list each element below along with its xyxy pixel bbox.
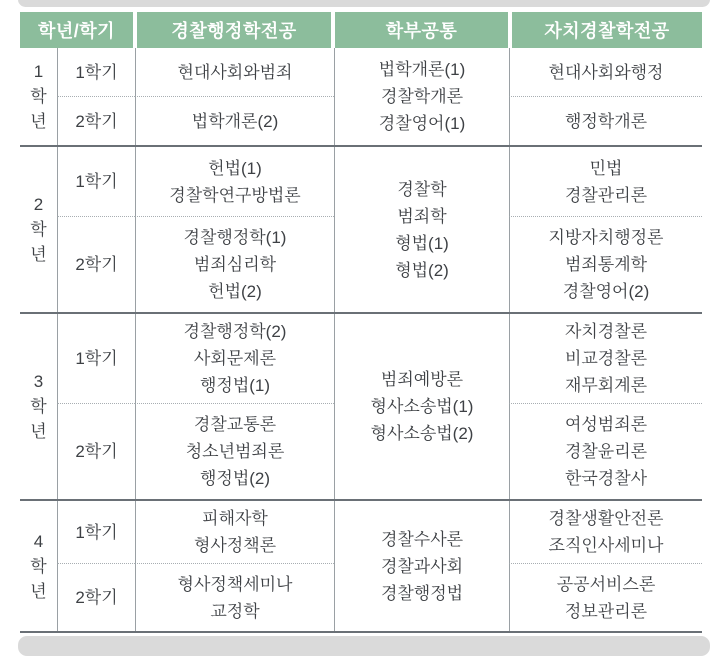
year-label: 2 학 년: [30, 195, 47, 264]
header-cell-police-admin-major: 경찰행정학전공: [137, 12, 331, 48]
courses-police-admin-sem2: 법학개론(2): [135, 97, 334, 145]
courses-police-admin-sem1: 피해자학 형사정책론: [135, 501, 334, 564]
semester-2-label: 2학기: [57, 404, 135, 499]
table-body: [20, 48, 702, 633]
year-4-section: [20, 499, 702, 631]
year-label: 1 학 년: [30, 62, 47, 131]
courses-police-admin-sem2: 형사정책세미나 교정학: [135, 564, 334, 631]
courses-police-admin-sem1: 경찰행정학(2) 사회문제론 행정법(1): [135, 314, 334, 404]
courses-common: 범죄예방론 형사소송법(1) 형사소송법(2): [334, 314, 509, 499]
courses-autonomous-sem1: 현대사회와행정: [509, 48, 702, 97]
header-cell-year-semester: 학년/학기: [20, 12, 133, 48]
courses-police-admin-sem2: 경찰행정학(1) 범죄심리학 헌법(2): [135, 217, 334, 312]
year-label: 3 학 년: [30, 372, 47, 441]
top-divider-band: [18, 0, 710, 7]
courses-autonomous-sem2: 행정학개론: [509, 97, 702, 145]
courses-common: 경찰수사론 경찰과사회 경찰행정법: [334, 501, 509, 631]
bottom-divider-band: [18, 636, 710, 656]
year-3-section: [20, 312, 702, 499]
semester-1-label: 1학기: [57, 48, 135, 97]
semester-1-label: 1학기: [57, 314, 135, 404]
courses-common: 경찰학 범죄학 형법(1) 형법(2): [334, 147, 509, 312]
courses-police-admin-sem1: 현대사회와범죄: [135, 48, 334, 97]
semester-2-label: 2학기: [57, 217, 135, 312]
semester-2-label: 2학기: [57, 564, 135, 631]
courses-autonomous-sem1: 경찰생활안전론 조직인사세미나: [509, 501, 702, 564]
header-cell-autonomous-police-major: 자치경찰학전공: [512, 12, 702, 48]
courses-common: 법학개론(1) 경찰학개론 경찰영어(1): [334, 48, 509, 145]
courses-autonomous-sem2: 여성범죄론 경찰윤리론 한국경찰사: [509, 404, 702, 499]
courses-autonomous-sem2: 지방자치행정론 범죄통계학 경찰영어(2): [509, 217, 702, 312]
year-1-section: [20, 48, 702, 145]
table-header-row: [20, 12, 702, 48]
courses-autonomous-sem2: 공공서비스론 정보관리론: [509, 564, 702, 631]
year-label: 4 학 년: [30, 531, 47, 601]
courses-autonomous-sem1: 민법 경찰관리론: [509, 147, 702, 217]
semester-2-label: 2학기: [57, 97, 135, 145]
year-2-section: [20, 145, 702, 312]
courses-police-admin-sem1: 헌법(1) 경찰학연구방법론: [135, 147, 334, 217]
courses-autonomous-sem1: 자치경찰론 비교경찰론 재무회계론: [509, 314, 702, 404]
semester-1-label: 1학기: [57, 501, 135, 564]
curriculum-table: [20, 12, 702, 633]
courses-police-admin-sem2: 경찰교통론 청소년범죄론 행정법(2): [135, 404, 334, 499]
semester-1-label: 1학기: [57, 147, 135, 217]
header-cell-department-common: 학부공통: [335, 12, 508, 48]
